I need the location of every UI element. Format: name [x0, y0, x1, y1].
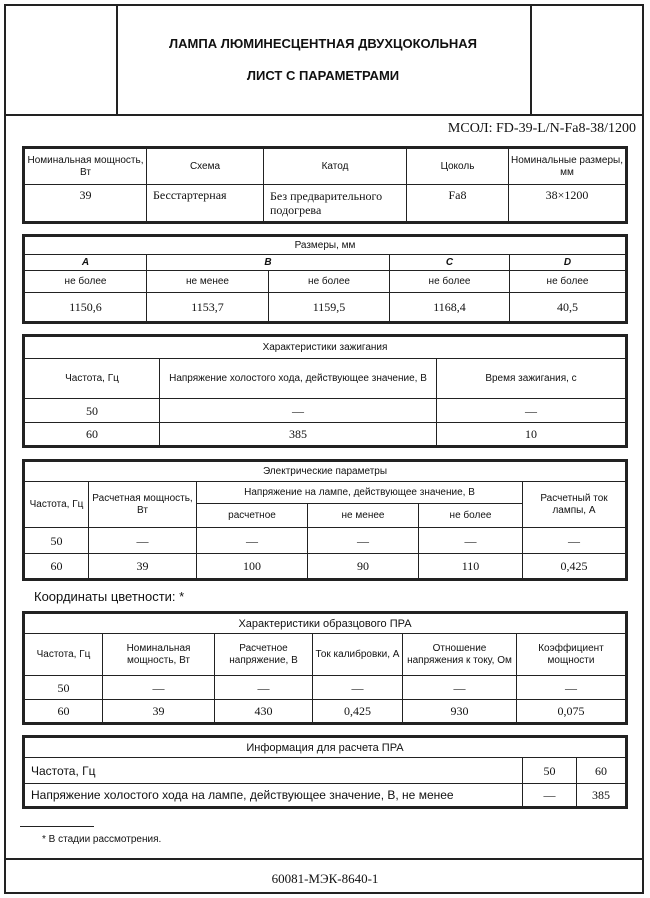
- value-cell: 39: [25, 185, 147, 222]
- document-title: ЛАМПА ЛЮМИНЕСЦЕНТНАЯ ДВУХЦОКОЛЬНАЯ: [169, 36, 477, 51]
- value-cell: 60: [577, 758, 626, 784]
- value-cell: 50: [25, 399, 160, 423]
- header-right-cell: [530, 4, 644, 116]
- value-cell: 385: [577, 784, 626, 807]
- row-label: Частота, Гц: [25, 758, 523, 784]
- limit-cell: не более: [269, 271, 390, 293]
- value-cell: 50: [523, 758, 577, 784]
- value-cell: —: [160, 399, 437, 423]
- value-cell: 50: [25, 528, 89, 554]
- value-cell: Без предварительного подогрева: [264, 185, 407, 222]
- value-cell: 40,5: [510, 293, 626, 322]
- dimension-letter: B: [147, 255, 390, 271]
- value-cell: 1168,4: [390, 293, 510, 322]
- value-cell: 1153,7: [147, 293, 269, 322]
- footnote: * В стадии рассмотрения.: [42, 834, 162, 845]
- value-cell: —: [197, 528, 308, 554]
- dimension-letter: D: [510, 255, 626, 271]
- value-cell: 110: [419, 554, 523, 579]
- header-cell: Номинальная мощность, Вт: [25, 149, 147, 185]
- value-cell: —: [517, 676, 626, 700]
- document-number: 60081-МЭК-8640-1: [271, 871, 379, 886]
- limit-cell: не более: [510, 271, 626, 293]
- value-cell: —: [437, 399, 626, 423]
- ballast-info-table: [22, 735, 628, 809]
- header-cell: Ток калибровки, А: [313, 634, 403, 676]
- value-cell: —: [313, 676, 403, 700]
- subheader-cell: не менее: [308, 504, 419, 528]
- limit-cell: не менее: [147, 271, 269, 293]
- header-cell: Схема: [147, 149, 264, 185]
- limit-cell: не более: [25, 271, 147, 293]
- value-cell: 50: [25, 676, 103, 700]
- value-cell: 0,425: [523, 554, 626, 579]
- header-cell: Номинальные размеры, мм: [509, 149, 626, 185]
- value-cell: 1159,5: [269, 293, 390, 322]
- value-cell: 39: [89, 554, 197, 579]
- document-subtitle: ЛИСТ С ПАРАМЕТРАМИ: [246, 68, 400, 83]
- section-title: Электрические параметры: [25, 462, 626, 482]
- header-cell: Номинальная мощность, Вт: [103, 634, 215, 676]
- value-cell: —: [403, 676, 517, 700]
- reference-ballast-table: [22, 611, 628, 725]
- value-cell: —: [419, 528, 523, 554]
- value-cell: 430: [215, 700, 313, 723]
- header-cell: Расчетное напряжение, В: [215, 634, 313, 676]
- section-title: Характеристики образцового ПРА: [25, 614, 626, 634]
- subheader-cell: расчетное: [197, 504, 308, 528]
- header-cell: Расчетный ток лампы, А: [523, 482, 626, 528]
- value-cell: Fa8: [407, 185, 509, 222]
- section-title: Размеры, мм: [25, 237, 626, 255]
- value-cell: 10: [437, 423, 626, 446]
- value-cell: 39: [103, 700, 215, 723]
- header-cell: Катод: [264, 149, 407, 185]
- header-cell: Частота, Гц: [25, 482, 89, 528]
- header-cell: Расчетная мощность, Вт: [89, 482, 197, 528]
- value-cell: 0,425: [313, 700, 403, 723]
- value-cell: 38×1200: [509, 185, 626, 222]
- footer-rule: [4, 858, 644, 860]
- value-cell: —: [308, 528, 419, 554]
- value-cell: —: [103, 676, 215, 700]
- lamp-designation: МСОЛ: FD-39-L/N-Fa8-38/1200: [447, 121, 636, 136]
- electrical-parameters-table: [22, 459, 628, 581]
- value-cell: 60: [25, 423, 160, 446]
- limit-cell: не более: [390, 271, 510, 293]
- row-label: Напряжение холостого хода на лампе, действующее значение, В, не менее: [25, 784, 523, 807]
- value-cell: —: [523, 784, 577, 807]
- value-cell: 60: [25, 554, 89, 579]
- subheader-cell: не более: [419, 504, 523, 528]
- value-cell: 1150,6: [25, 293, 147, 322]
- value-cell: 90: [308, 554, 419, 579]
- header-cell: Частота, Гц: [25, 634, 103, 676]
- ignition-table: [22, 334, 628, 448]
- value-cell: —: [523, 528, 626, 554]
- value-cell: 0,075: [517, 700, 626, 723]
- section-title: Характеристики зажигания: [25, 337, 626, 359]
- value-cell: 930: [403, 700, 517, 723]
- dimensions-table: [22, 234, 628, 324]
- header-cell: Напряжение холостого хода, действующее значение, В: [160, 359, 437, 399]
- value-cell: 100: [197, 554, 308, 579]
- header-cell: Цоколь: [407, 149, 509, 185]
- header-cell: Напряжение на лампе, действующее значение, В: [197, 482, 523, 504]
- header-cell: Время зажигания, с: [437, 359, 626, 399]
- header-title-cell: [116, 4, 530, 116]
- value-cell: —: [89, 528, 197, 554]
- footnote-rule: [20, 826, 94, 827]
- header-cell: Коэффициент мощности: [517, 634, 626, 676]
- dimension-letter: A: [25, 255, 147, 271]
- header-left-cell: [4, 4, 118, 116]
- header-cell: Отношение напряжения к току, Ом: [403, 634, 517, 676]
- value-cell: 385: [160, 423, 437, 446]
- value-cell: —: [215, 676, 313, 700]
- value-cell: Бесстартерная: [147, 185, 264, 222]
- value-cell: 60: [25, 700, 103, 723]
- header-cell: Частота, Гц: [25, 359, 160, 399]
- main-parameters-table: [22, 146, 628, 224]
- dimension-letter: C: [390, 255, 510, 271]
- section-title: Информация для расчета ПРА: [25, 738, 626, 758]
- color-coordinates-label: Координаты цветности: *: [34, 589, 185, 604]
